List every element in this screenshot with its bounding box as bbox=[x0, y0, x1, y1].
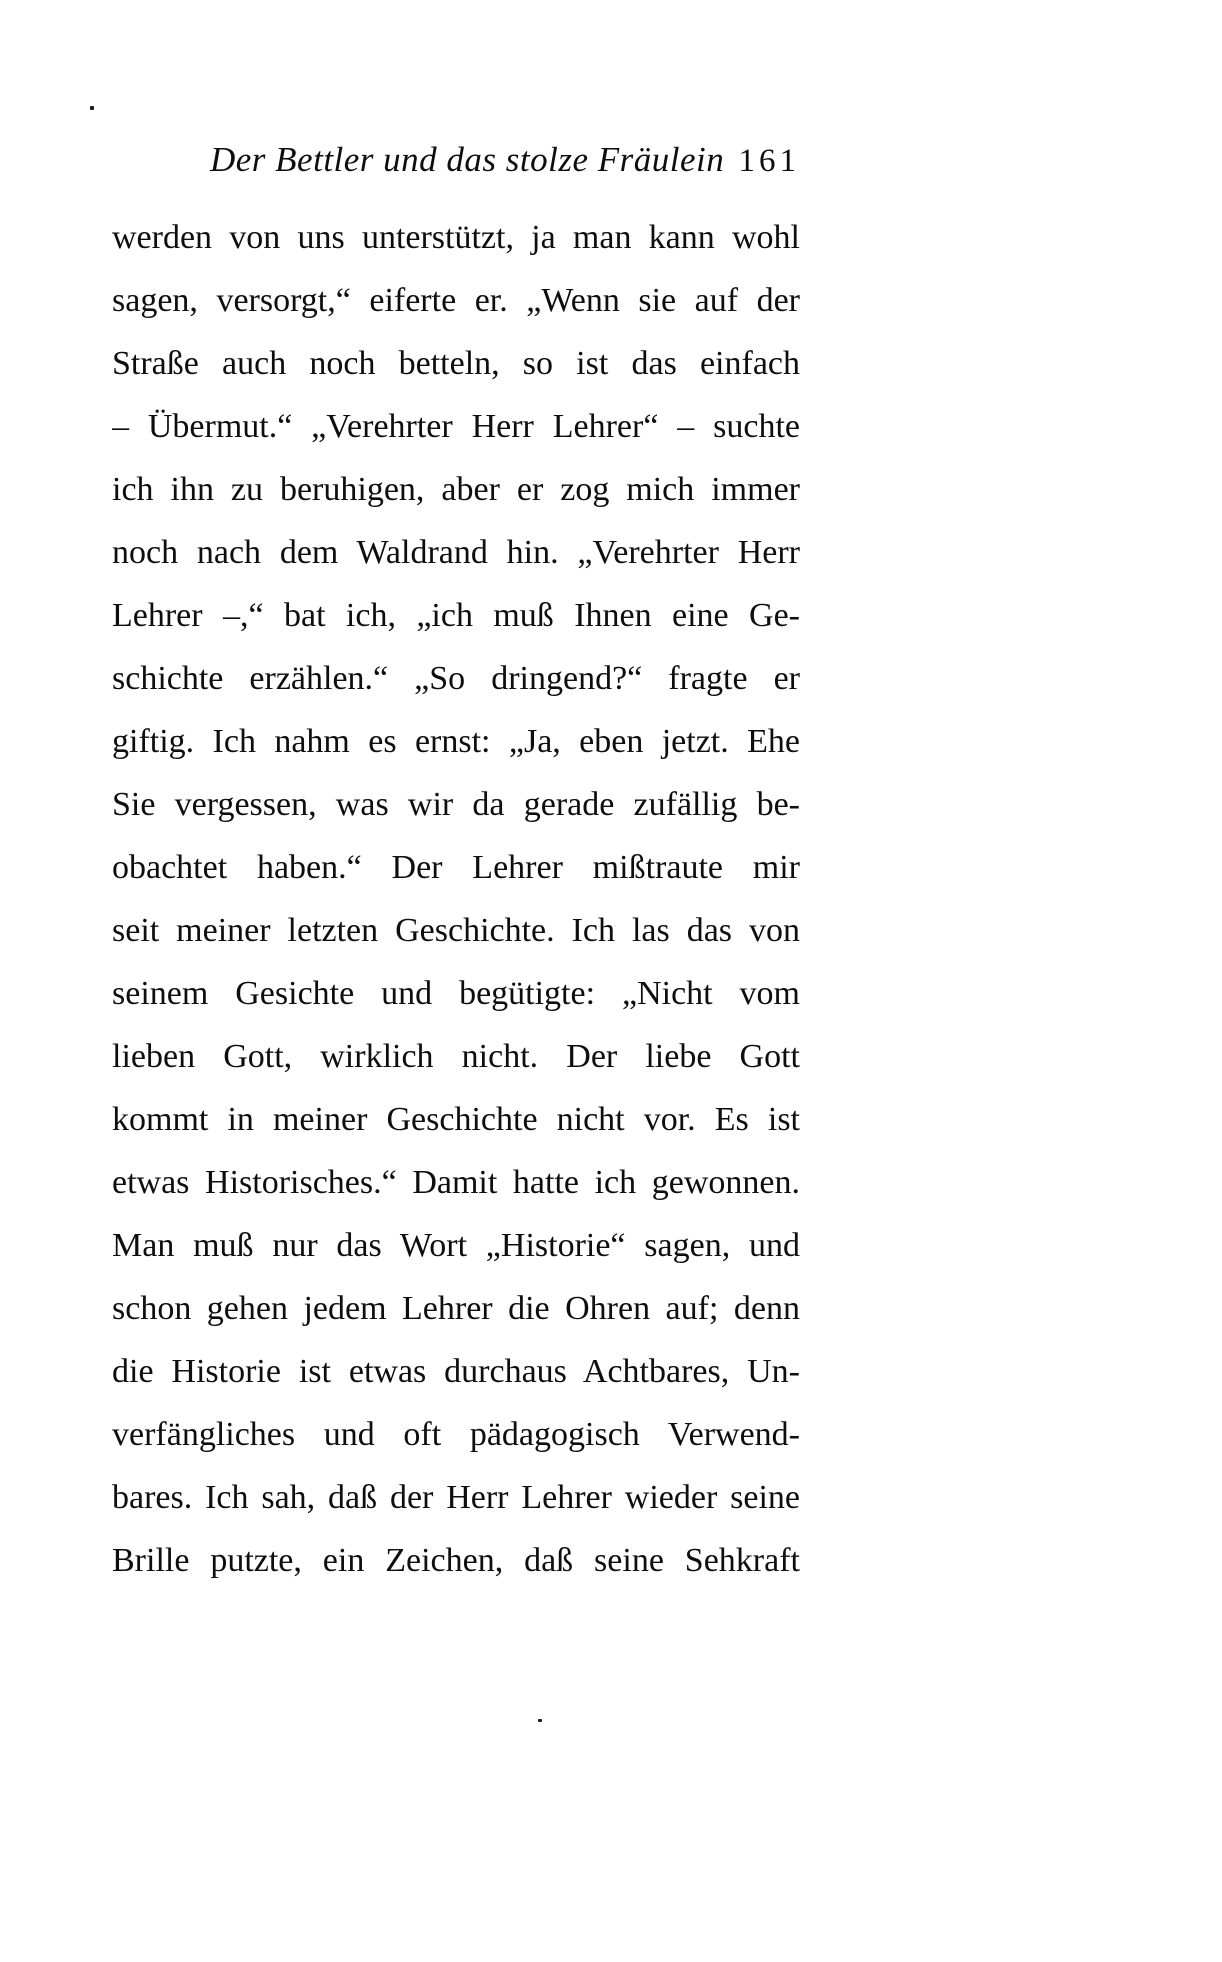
text-line: giftig. Ich nahm es ernst: „Ja, eben jetzt. Ehe bbox=[112, 723, 800, 760]
text-line: lieben Gott, wirklich nicht. Der liebe Gott bbox=[112, 1038, 800, 1075]
text-line: bares. Ich sah, daß der Herr Lehrer wieder seine bbox=[112, 1479, 800, 1516]
text-line: ich ihn zu beruhigen, aber er zog mich immer bbox=[112, 471, 800, 508]
text-line: seit meiner letzten Geschichte. Ich las das von bbox=[112, 912, 800, 949]
text-line: kommt in meiner Geschichte nicht vor. Es ist bbox=[112, 1101, 800, 1138]
text-line: die Historie ist etwas durchaus Achtbares, Un- bbox=[112, 1353, 800, 1390]
text-line: noch nach dem Waldrand hin. „Verehrter Herr bbox=[112, 534, 800, 571]
text-line: sagen, versorgt,“ eiferte er. „Wenn sie auf der bbox=[112, 282, 800, 319]
text-line: verfängliches und oft pädagogisch Verwend- bbox=[112, 1416, 800, 1453]
text-line: – Übermut.“ „Verehrter Herr Lehrer“ – suchte bbox=[112, 408, 800, 445]
text-line: Sie vergessen, was wir da gerade zufällig be- bbox=[112, 786, 800, 823]
scan-speck bbox=[90, 106, 94, 110]
text-line: seinem Gesichte und begütigte: „Nicht vom bbox=[112, 975, 800, 1012]
text-line: obachtet haben.“ Der Lehrer mißtraute mir bbox=[112, 849, 800, 886]
text-block bbox=[112, 140, 800, 1592]
text-line: schichte erzählen.“ „So dringend?“ fragte er bbox=[112, 660, 800, 697]
text-line: Straße auch noch betteln, so ist das einfach bbox=[112, 345, 800, 382]
running-title: Der Bettler und das stolze Fräulein bbox=[210, 140, 725, 179]
scan-speck bbox=[538, 1719, 542, 1722]
text-line: Man muß nur das Wort „Historie“ sagen, und bbox=[112, 1227, 800, 1264]
text-line: Brille putzte, ein Zeichen, daß seine Sehkraft bbox=[112, 1542, 800, 1579]
text-line: schon gehen jedem Lehrer die Ohren auf; denn bbox=[112, 1290, 800, 1327]
page-header bbox=[112, 140, 800, 192]
text-line: Lehrer –,“ bat ich, „ich muß Ihnen eine Ge- bbox=[112, 597, 800, 634]
text-line: etwas Historisches.“ Damit hatte ich gewonnen. bbox=[112, 1164, 800, 1201]
text-line: werden von uns unterstützt, ja man kann wohl bbox=[112, 219, 800, 256]
page-number: 161 bbox=[738, 143, 800, 179]
body-text bbox=[112, 206, 800, 1592]
